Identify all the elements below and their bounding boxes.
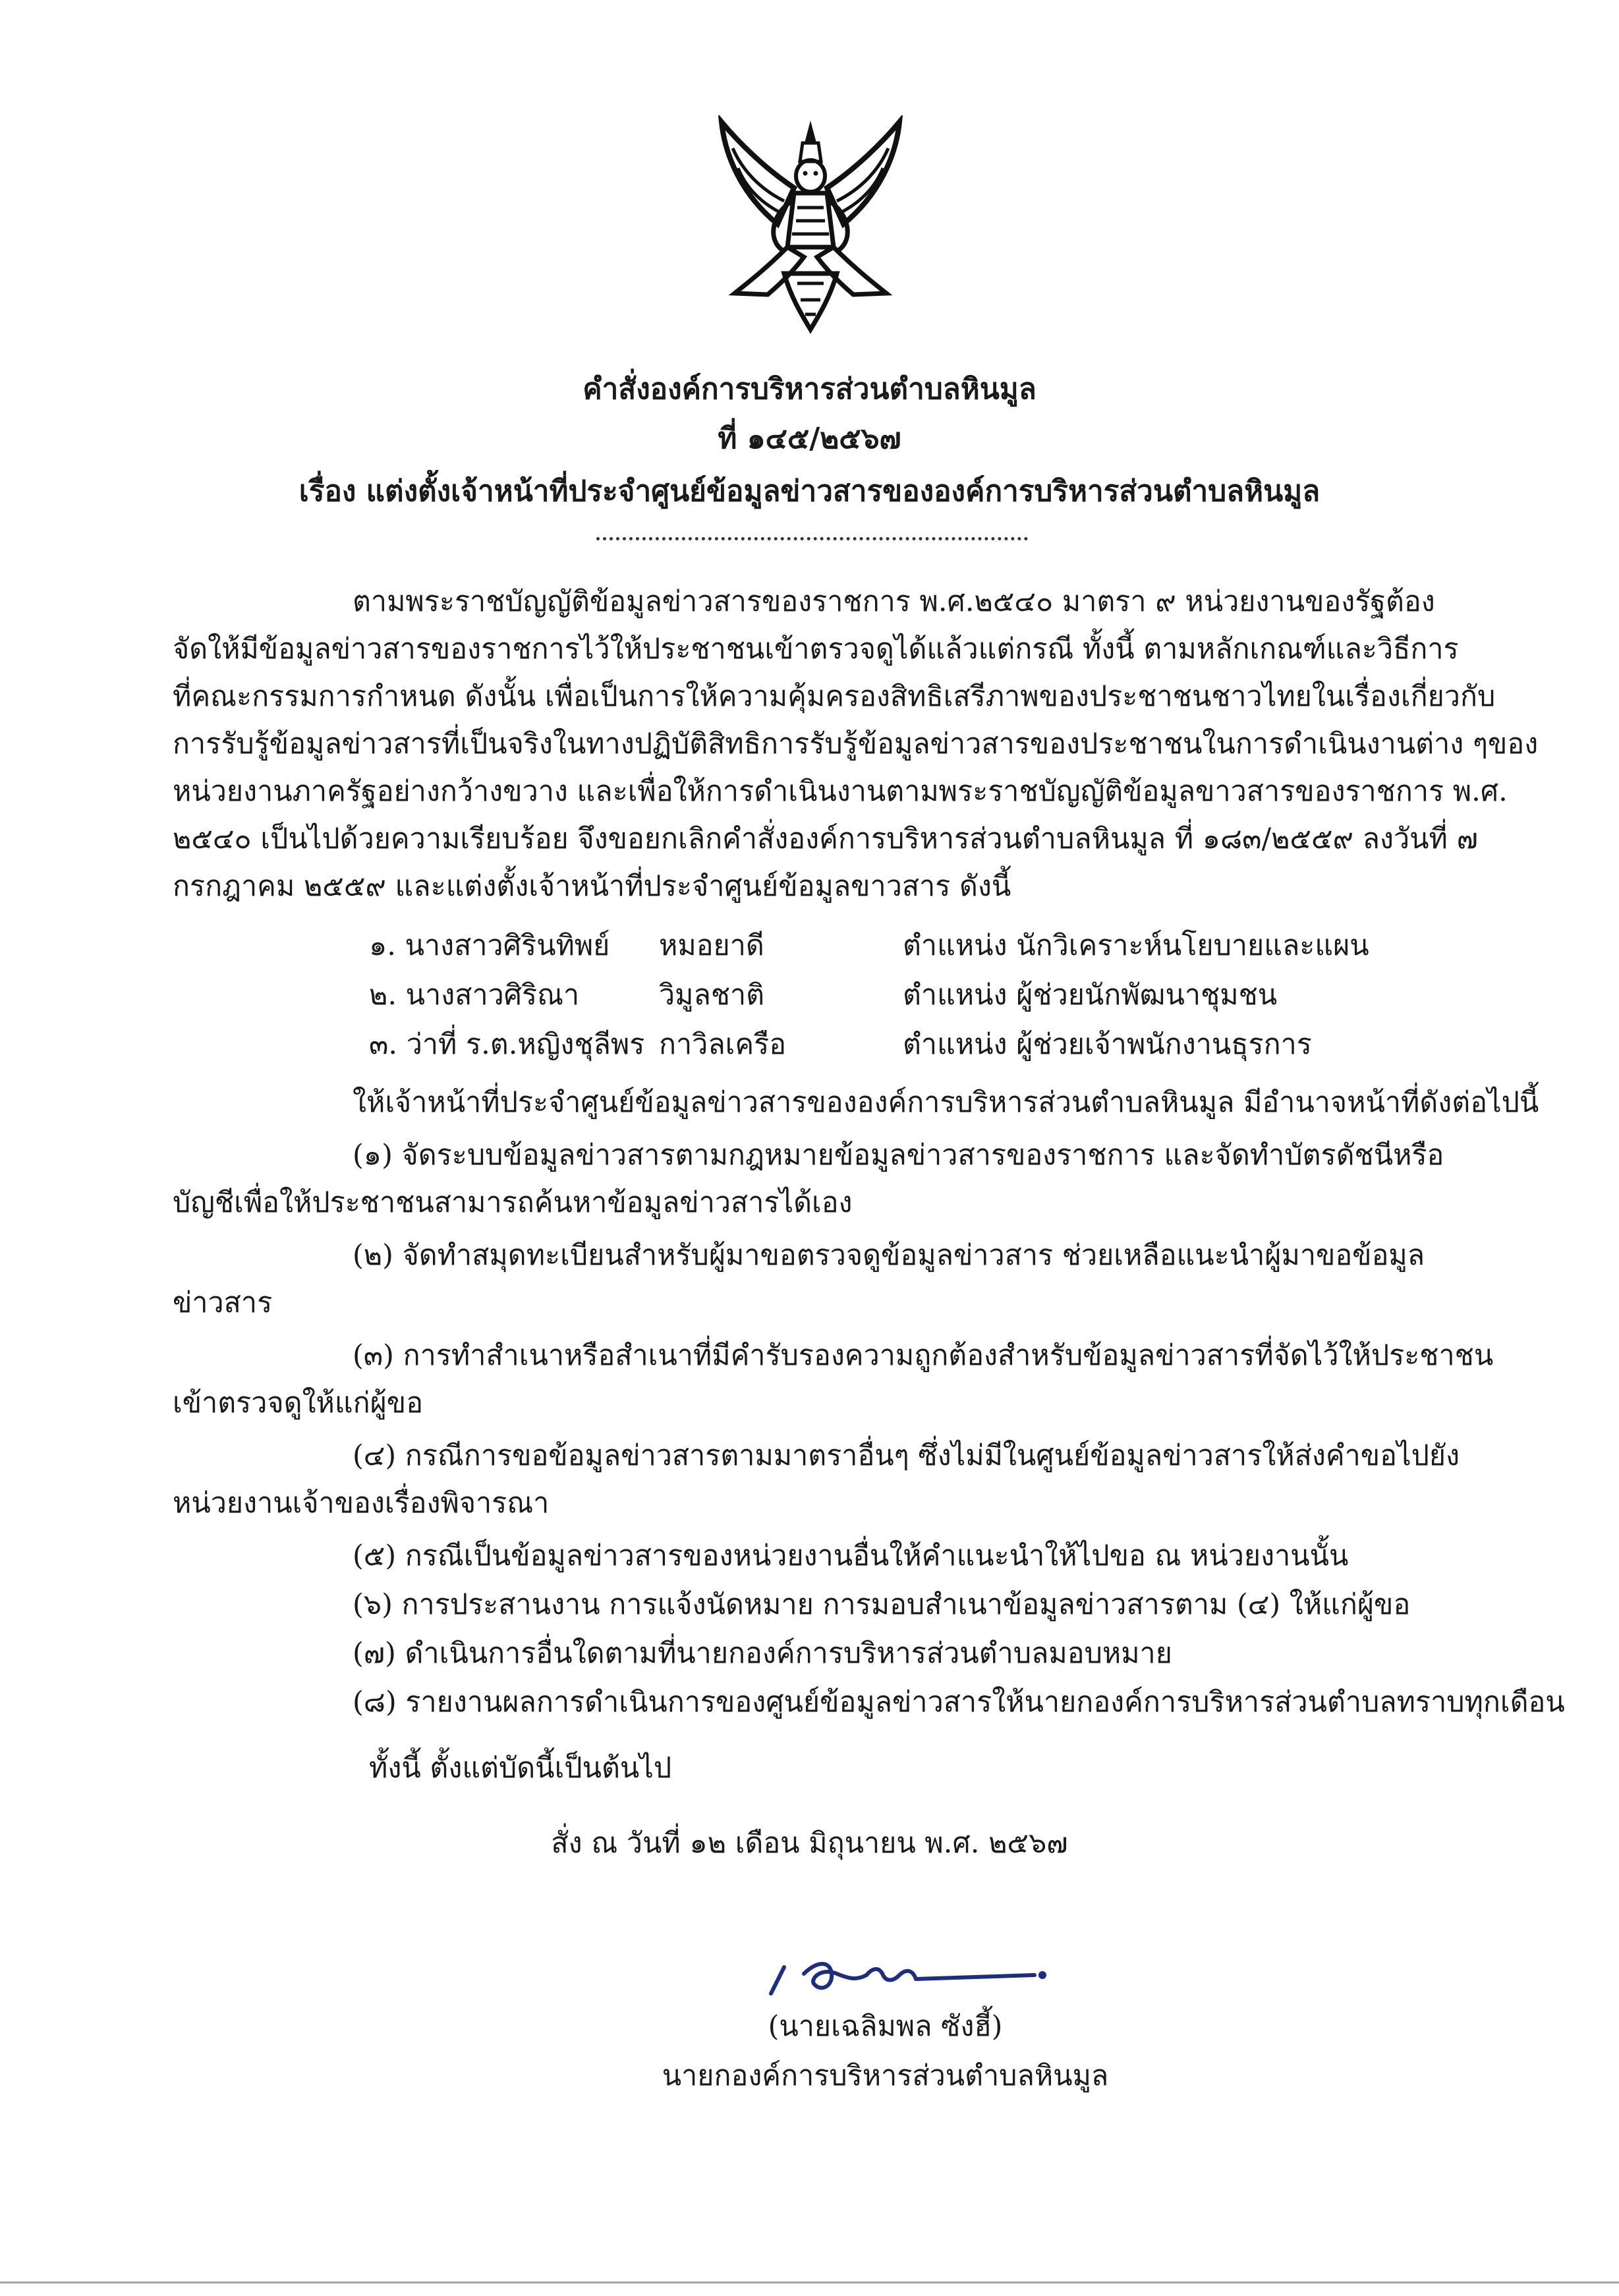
dotted-separator	[596, 537, 1028, 540]
intro-line-4: การรับรู้ข้อมูลข่าวสารที่เป็นจริงในทางปฏิบัติสิทธิการรับรู้ข้อมูลข่าวสารของประชาชนในการดำเนินงานต่าง ๆของ	[173, 728, 1539, 761]
duty-2-line-2: ข่าวสาร	[173, 1286, 273, 1319]
duty-3-line-2: เข้าตรวจดูให้แก่ผู้ขอ	[173, 1387, 424, 1420]
staff-row	[0, 929, 1619, 969]
intro-line-3: ที่คณะกรรมการกำหนด ดังนั้น เพื่อเป็นการให้ความคุ้มครองสิทธิเสรีภาพของประชาชนชาวไทยในเรื่องเกี่ยวกับ	[173, 680, 1496, 713]
date-line: สั่ง ณ วันที่ ๑๒ เดือน มิถุนายน พ.ศ. ๒๕๖๗	[551, 1827, 1068, 1860]
staff-surname: วิมูลชาติ	[659, 979, 765, 1012]
staff-row	[0, 979, 1619, 1018]
order-title: คำสั่งองค์การบริหารส่วนตำบลหินมูล	[582, 372, 1037, 406]
page-bottom-edge	[0, 2282, 1619, 2283]
duty-4-line-1: (๔) กรณีการขอข้อมูลข่าวสารตามมาตราอื่นๆ ซึ่งไม่มีในศูนย์ข้อมูลข่าวสารให้ส่งคำขอไปยัง	[353, 1439, 1460, 1472]
duty-1-line-2: บัญชีเพื่อให้ประชาชนสามารถค้นหาข้อมูลข่าวสารได้เอง	[173, 1186, 853, 1219]
staff-name: ๓. ว่าที่ ร.ต.หญิงชุลีพร	[369, 1028, 645, 1061]
staff-surname: กาวิลเครือ	[659, 1028, 787, 1061]
staff-name: ๒. นางสาวศิริณา	[369, 979, 580, 1012]
signer-name: (นายเฉลิมพล ซังฮี้)	[768, 2010, 1003, 2043]
intro-line-2: จัดให้มีข้อมูลข่าวสารของราชการไว้ให้ประชาชนเข้าตรวจดูได้แล้วแต่กรณี ทั้งนี้ ตามหลักเกณฑ์และวิธีการ	[173, 633, 1459, 666]
staff-position: ตำแหน่ง ผู้ช่วยนักพัฒนาชุมชน	[903, 979, 1278, 1012]
intro-line-7: กรกฎาคม ๒๕๕๙ และแต่งตั้งเจ้าหน้าที่ประจำศูนย์ข้อมูลขาวสาร ดังนี้	[173, 870, 1011, 903]
staff-surname: หมอยาดี	[659, 929, 764, 962]
duty-3-line-1: (๓) การทำสำเนาหรือสำเนาที่มีคำรับรองความถูกต้องสำหรับข้อมูลข่าวสารที่จัดไว้ให้ประชาชน	[353, 1339, 1494, 1372]
duties-intro: ให้เจ้าหน้าที่ประจำศูนย์ข้อมูลข่าวสารขององค์การบริหารส่วนตำบลหินมูล มีอำนาจหน้าที่ดังต่อไปนี้	[353, 1086, 1539, 1119]
intro-line-1: ตามพระราชบัญญัติข้อมูลข่าวสารของราชการ พ.ศ.๒๕๔๐ มาตรา ๙ หน่วยงานของรัฐต้อง	[353, 585, 1435, 618]
duty-1-line-1: (๑) จัดระบบข้อมูลข่าวสารตามกฎหมายข้อมูลข่าวสารของราชการ และจัดทำบัตรดัชนีหรือ	[353, 1139, 1444, 1172]
signer-title: นายกองค์การบริหารส่วนตำบลหินมูล	[662, 2059, 1109, 2092]
garuda-emblem-icon	[705, 115, 916, 336]
duty-2-line-1: (๒) จัดทำสมุดทะเบียนสำหรับผู้มาขอตรวจดูข้อมูลข่าวสาร ช่วยเหลือแนะนำผู้มาขอข้อมูล	[353, 1239, 1425, 1272]
order-subject: เรื่อง แต่งตั้งเจ้าหน้าที่ประจำศูนย์ข้อมูลข่าวสารขององค์การบริหารส่วนตำบลหินมูล	[298, 474, 1321, 508]
staff-row	[0, 1028, 1619, 1068]
duty-8: (๘) รายงานผลการดำเนินการของศูนย์ข้อมูลข่าวสารให้นายกองค์การบริหารส่วนตำบลทราบทุกเดือน	[353, 1686, 1565, 1719]
intro-line-6: ๒๕๔๐ เป็นไปด้วยความเรียบร้อย จึงขอยกเลิกคำสั่งองค์การบริหารส่วนตำบลหินมูล ที่ ๑๘๓/๒๕๕๙ ลงวันที่ ๗	[173, 822, 1478, 855]
duty-4-line-2: หน่วยงานเจ้าของเรื่องพิจารณา	[173, 1487, 550, 1520]
order-number: ที่ ๑๔๕/๒๕๖๗	[718, 422, 901, 455]
duty-7: (๗) ดำเนินการอื่นใดตามที่นายกองค์การบริหารส่วนตำบลมอบหมาย	[353, 1637, 1172, 1670]
staff-position: ตำแหน่ง นักวิเคราะห์นโยบายและแผน	[903, 929, 1369, 962]
effective-statement: ทั้งนี้ ตั้งแต่บัดนี้เป็นต้นไป	[369, 1752, 672, 1785]
staff-name: ๑. นางสาวศิรินทิพย์	[369, 929, 610, 962]
duty-6: (๖) การประสานงาน การแจ้งนัดหมาย การมอบสำเนาข้อมูลข่าวสารตาม (๔) ให้แก่ผู้ขอ	[353, 1588, 1411, 1621]
staff-position: ตำแหน่ง ผู้ช่วยเจ้าพนักงานธุรการ	[903, 1028, 1312, 1061]
intro-line-5: หน่วยงานภาครัฐอย่างกว้างขวาง และเพื่อให้การดำเนินงานตามพระราชบัญญัติข้อมูลขาวสารของราชการ พ.ศ.	[173, 775, 1508, 808]
duty-5: (๕) กรณีเป็นข้อมูลข่าวสารของหน่วยงานอื่นให้คำแนะนำให้ไปขอ ณ หน่วยงานนั้น	[353, 1539, 1349, 1572]
signature-icon	[758, 1921, 1061, 2007]
